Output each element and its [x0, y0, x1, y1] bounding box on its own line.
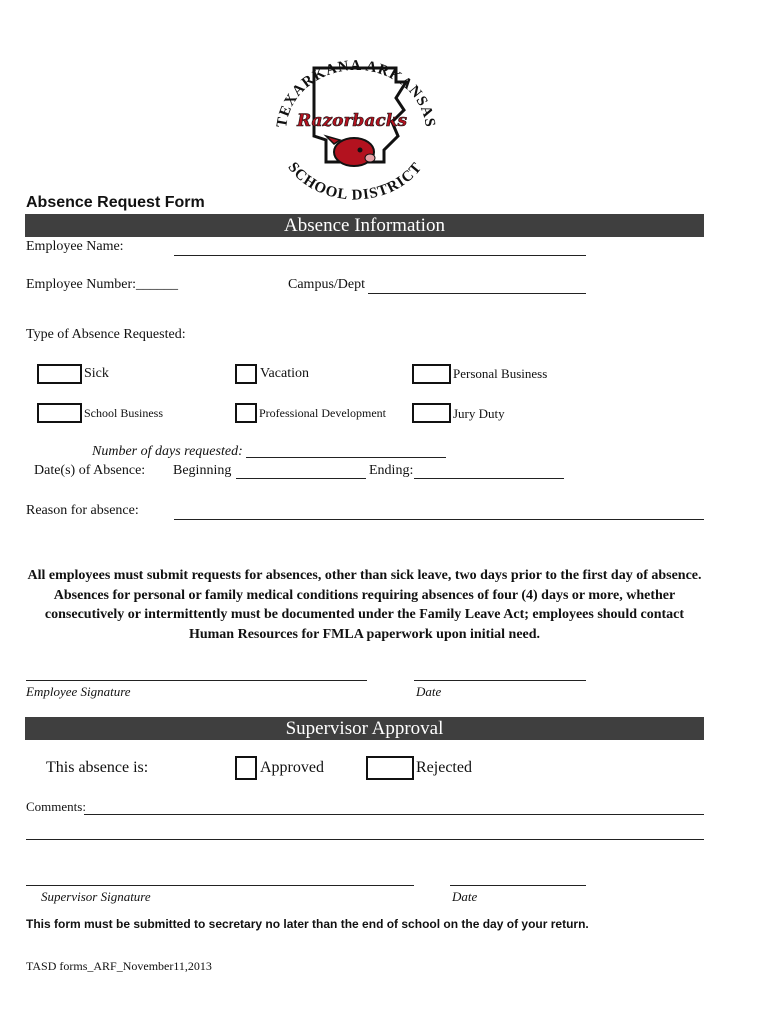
comments-field-line-2[interactable]: [26, 839, 704, 840]
ending-date-field[interactable]: [414, 478, 564, 479]
jury-duty-label: Jury Duty: [453, 406, 505, 421]
campus-dept-label: Campus/Dept: [288, 277, 365, 292]
sick-checkbox[interactable]: [37, 364, 82, 384]
comments-label: Comments:: [26, 799, 86, 814]
reason-field[interactable]: [174, 519, 704, 520]
professional-development-checkbox[interactable]: [235, 403, 257, 423]
number-of-days-field[interactable]: [246, 457, 446, 458]
comments-field-line-1[interactable]: [84, 814, 704, 815]
section-header-absence-information: Absence Information: [25, 214, 704, 237]
personal-business-label: Personal Business: [453, 366, 548, 381]
rejected-checkbox[interactable]: [366, 756, 414, 780]
employee-signature-field[interactable]: [26, 680, 367, 681]
supervisor-signature-field[interactable]: [26, 885, 414, 886]
section-header-supervisor-approval: Supervisor Approval: [25, 717, 704, 740]
personal-business-checkbox[interactable]: [412, 364, 451, 384]
professional-development-label: Professional Development: [259, 406, 386, 420]
absence-status-prompt: This absence is:: [46, 759, 149, 776]
rejected-label: Rejected: [416, 759, 472, 776]
employee-date-label: Date: [416, 684, 442, 699]
svg-text:SCHOOL DISTRICT: SCHOOL DISTRICT: [284, 159, 426, 200]
dates-of-absence-label: Date(s) of Absence:: [34, 463, 146, 478]
supervisor-date-field[interactable]: [450, 885, 586, 886]
number-of-days-label: Number of days requested:: [92, 444, 243, 459]
vacation-label: Vacation: [260, 366, 309, 381]
vacation-checkbox[interactable]: [235, 364, 257, 384]
employee-date-field[interactable]: [414, 680, 586, 681]
employee-name-field[interactable]: [174, 255, 586, 256]
sick-label: Sick: [84, 366, 109, 381]
campus-dept-field[interactable]: [368, 293, 586, 294]
supervisor-signature-label: Supervisor Signature: [41, 889, 151, 904]
school-business-checkbox[interactable]: [37, 403, 82, 423]
employee-name-label: Employee Name:: [26, 239, 124, 254]
type-of-absence-label: Type of Absence Requested:: [26, 327, 186, 342]
approved-checkbox[interactable]: [235, 756, 257, 780]
approved-label: Approved: [260, 759, 324, 776]
form-id: TASD forms_ARF_November11,2013: [26, 959, 212, 973]
supervisor-date-label: Date: [452, 889, 478, 904]
district-logo: [256, 40, 452, 200]
beginning-date-field[interactable]: [236, 478, 366, 479]
employee-number-label: Employee Number:______: [26, 277, 179, 292]
employee-signature-label: Employee Signature: [26, 684, 131, 699]
jury-duty-checkbox[interactable]: [412, 403, 451, 423]
ending-label: Ending:: [369, 463, 414, 478]
reason-label: Reason for absence:: [26, 503, 139, 518]
school-business-label: School Business: [84, 406, 164, 420]
submission-note: This form must be submitted to secretary no later than the end of school on the day of your return.: [26, 917, 589, 931]
notice-paragraph: All employees must submit requests for absences, other than sick leave, two days prior to the first day of absence. Absences for personal or family medical conditions requiring absences of four (4) days or more, whether consecutively or intermittently must be documented under the Family Leave Act; employees should contact Human Resources for FMLA paperwork upon initial need.: [27, 568, 702, 642]
form-title: Absence Request Form: [26, 194, 205, 211]
beginning-label: Beginning: [173, 463, 232, 478]
svg-text:Razorbacks: Razorbacks: [296, 111, 408, 131]
svg-text:TEXARKANA ARKANSAS: TEXARKANA ARKANSAS: [274, 57, 438, 129]
